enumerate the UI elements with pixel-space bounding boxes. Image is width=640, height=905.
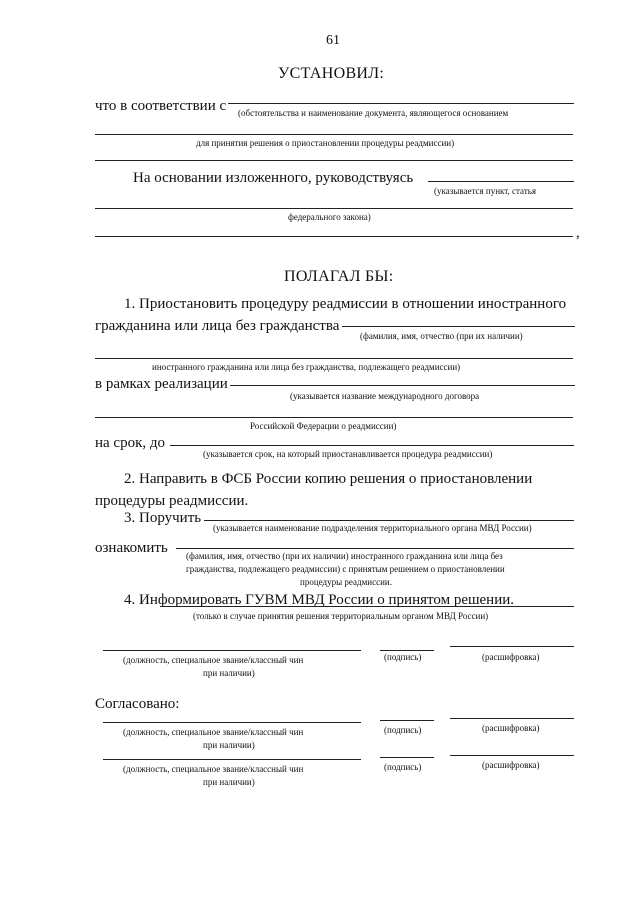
- comma: ,: [576, 225, 580, 241]
- hint-document: (обстоятельства и наименование документа, являющегося основанием: [238, 108, 509, 118]
- hint-acquaint-1: (фамилия, имя, отчество (при их наличии) иностранного гражданина или лица без: [186, 551, 503, 561]
- sign-position-2: при наличии): [203, 668, 255, 678]
- signature-line-decoding: [450, 755, 574, 756]
- signature-line-position: [103, 759, 361, 760]
- text-agreed: Согласовано:: [95, 696, 180, 712]
- sign-signature: (подпись): [384, 725, 422, 735]
- text-within-framework: в рамках реализации: [95, 376, 228, 392]
- heading-would-consider: ПОЛАГАЛ БЫ:: [284, 268, 394, 285]
- fill-line: [95, 236, 573, 237]
- item3: 3. Поручить: [124, 510, 202, 526]
- sign-position: (должность, специальное звание/классный чин: [123, 727, 304, 737]
- hint-document-2: для принятия решения о приостановлении процедуры реадмиссии): [196, 138, 455, 148]
- signature-line-sign: [380, 650, 434, 651]
- hint-treaty: (указывается название международного договора: [290, 391, 480, 401]
- hint-acquaint-3: процедуры реадмиссии.: [300, 577, 392, 587]
- signature-line-sign: [380, 757, 434, 758]
- sign-position: (должность, специальное звание/классный чин: [123, 655, 304, 665]
- text-on-basis: На основании изложенного, руководствуясь: [133, 170, 414, 186]
- sign-signature: (подпись): [384, 762, 422, 772]
- fill-line: [95, 160, 573, 161]
- text-that-according: что в соответствии с: [95, 98, 227, 114]
- hint-fio: (фамилия, имя, отчество (при их наличии): [360, 331, 523, 341]
- fill-line: [342, 326, 575, 327]
- fill-line: [95, 358, 573, 359]
- sign-position-2: при наличии): [203, 777, 255, 787]
- text-for-period: на срок, до: [95, 435, 166, 451]
- text-acquaint: ознакомить: [95, 540, 168, 556]
- sign-decoding: (расшифровка): [482, 723, 540, 733]
- sign-position-2: при наличии): [203, 740, 255, 750]
- fill-line: [176, 548, 574, 549]
- fill-line: [230, 385, 575, 386]
- fill-line: [95, 208, 573, 209]
- signature-line-sign: [380, 720, 434, 721]
- hint-subdivision: (указывается наименование подразделения территориального органа МВД России): [213, 523, 532, 533]
- hint-acquaint-2: гражданства, подлежащего реадмиссии) с принятым решением о приостановлении: [186, 564, 505, 574]
- fill-line: [170, 445, 574, 446]
- hint-clause: (указывается пункт, статья: [434, 186, 536, 196]
- item2-line2: процедуры реадмиссии.: [95, 493, 249, 509]
- item2-line1: 2. Направить в ФСБ России копию решения о приостановлении: [124, 471, 533, 487]
- hint-foreign-citizen: иностранного гражданина или лица без гражданства, подлежащего реадмиссии): [152, 362, 461, 372]
- sign-decoding: (расшифровка): [482, 652, 540, 662]
- sign-signature: (подпись): [384, 652, 422, 662]
- item4: 4. Информировать ГУВМ МВД России о принятом решении.: [124, 592, 515, 608]
- hint-rf: Российской Федерации о реадмиссии): [250, 421, 397, 431]
- signature-line-position: [103, 722, 361, 723]
- fill-line: [95, 134, 573, 135]
- fill-line: [95, 417, 573, 418]
- item1-line2: гражданина или лица без гражданства: [95, 318, 340, 334]
- hint-federal-law: федерального закона): [288, 212, 371, 222]
- signature-line-position: [103, 650, 361, 651]
- fill-line: [428, 181, 574, 182]
- fill-line: [204, 520, 574, 521]
- fill-line: [228, 103, 574, 104]
- signature-line-decoding: [450, 718, 574, 719]
- sign-position: (должность, специальное звание/классный чин: [123, 764, 304, 774]
- page-number: 61: [326, 33, 340, 48]
- fill-line: [160, 606, 574, 607]
- heading-established: УСТАНОВИЛ:: [278, 65, 385, 82]
- signature-line-decoding: [450, 646, 574, 647]
- item1-line1: 1. Приостановить процедуру реадмиссии в отношении иностранного: [124, 296, 567, 312]
- sign-decoding: (расшифровка): [482, 760, 540, 770]
- hint-item4: (только в случае принятия решения территориальным органом МВД России): [193, 611, 489, 621]
- hint-period: (указывается срок, на который приостанавливается процедура реадмиссии): [203, 449, 493, 459]
